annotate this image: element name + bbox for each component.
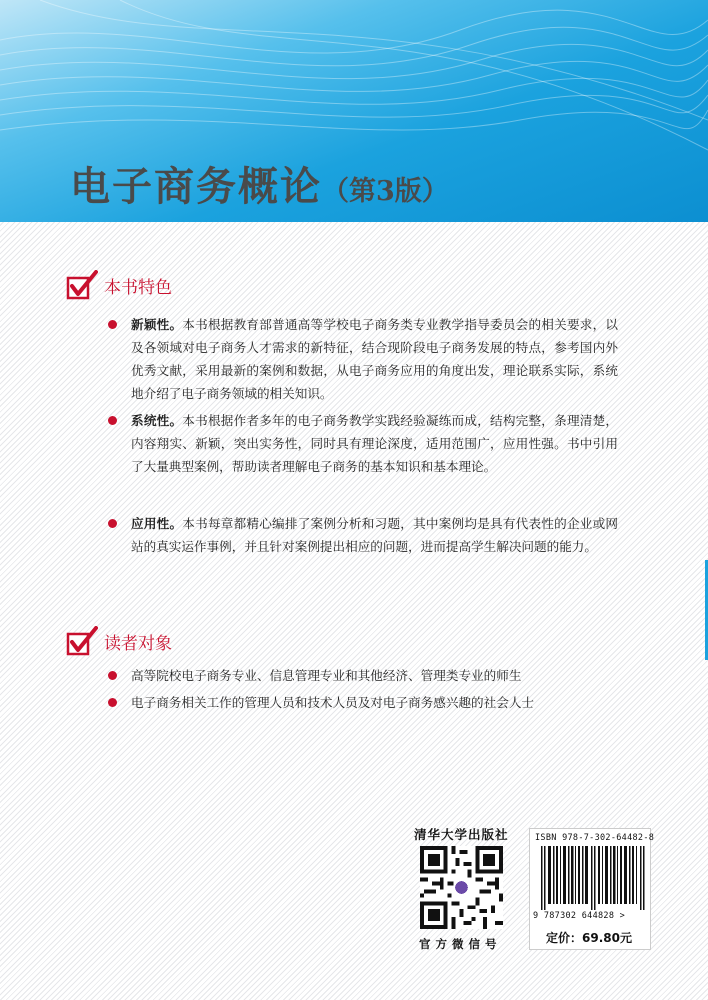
isbn-text: ISBN 978-7-302-64482-8 [535, 833, 655, 843]
feature-item-system [108, 409, 618, 478]
feature-item-novelty [108, 313, 618, 405]
feature-item-body: 本书根据作者多年的电子商务教学实践经验凝练而成，结构完整，条理清楚，内容翔实、新颖，突出实务性，同时具有理论深度，适用范围广，应用性强。书中引用了大量典型案例，帮助读者理解电子商务的基本知识和基本理论。 [131, 413, 619, 474]
bullet-icon [108, 416, 117, 425]
feature-item-text [131, 512, 618, 558]
audience-item-text: 电子商务相关工作的管理人员和技术人员及对电子商务感兴趣的社会人士 [131, 695, 534, 710]
feature-item-body: 本书根据教育部普通高等学校电子商务类专业教学指导委员会的相关要求，以及各领域对电子商务人才需求的新特征，结合现阶段电子商务发展的特点，参考国内外优秀文献，采用最新的案例和数据，从电子商务应用的角度出发，理论联系实际，系统地介绍了电子商务领域的相关知识。 [131, 317, 619, 401]
feature-item-label: 应用性。 [131, 516, 183, 531]
audience-item [108, 691, 628, 715]
book-title-text: 电子商务概论 [70, 163, 322, 210]
checkmark-icon [66, 270, 98, 300]
checkmark-icon [66, 626, 98, 656]
book-title [70, 155, 449, 212]
qr-code-icon [420, 846, 503, 929]
audience-item-text: 高等院校电子商务专业、信息管理专业和其他经济、管理类专业的师生 [131, 668, 522, 683]
feature-item-label: 系统性。 [131, 413, 183, 428]
bullet-icon [108, 698, 117, 707]
audience-item [108, 664, 628, 688]
publisher-name: 清华大学出版社 [414, 827, 509, 842]
book-edition: （第3版） [322, 176, 449, 207]
barcode-digits: 9 787302 644828 > [533, 911, 626, 921]
bullet-icon [108, 519, 117, 528]
features-heading-text: 本书特色 [104, 278, 172, 298]
bullet-icon [108, 671, 117, 680]
feature-item-label: 新颖性。 [131, 317, 183, 332]
features-heading [66, 268, 172, 300]
audience-heading-text: 读者对象 [104, 634, 172, 654]
feature-item-application [108, 512, 618, 558]
qr-caption: 官方微信号 [419, 937, 502, 951]
wechat-qr-code [420, 846, 503, 929]
feature-item-text [131, 313, 618, 405]
price-label: 定价：69.80元 [546, 931, 632, 945]
feature-item-body: 本书每章都精心编排了案例分析和习题，其中案例均是具有代表性的企业或网站的真实运作事例，并且针对案例提出相应的问题，进而提高学生解决问题的能力。 [131, 516, 619, 554]
cover-header-band [0, 0, 708, 222]
audience-heading [66, 624, 172, 656]
feature-item-text [131, 409, 618, 478]
barcode-icon [541, 846, 645, 910]
bullet-icon [108, 320, 117, 329]
